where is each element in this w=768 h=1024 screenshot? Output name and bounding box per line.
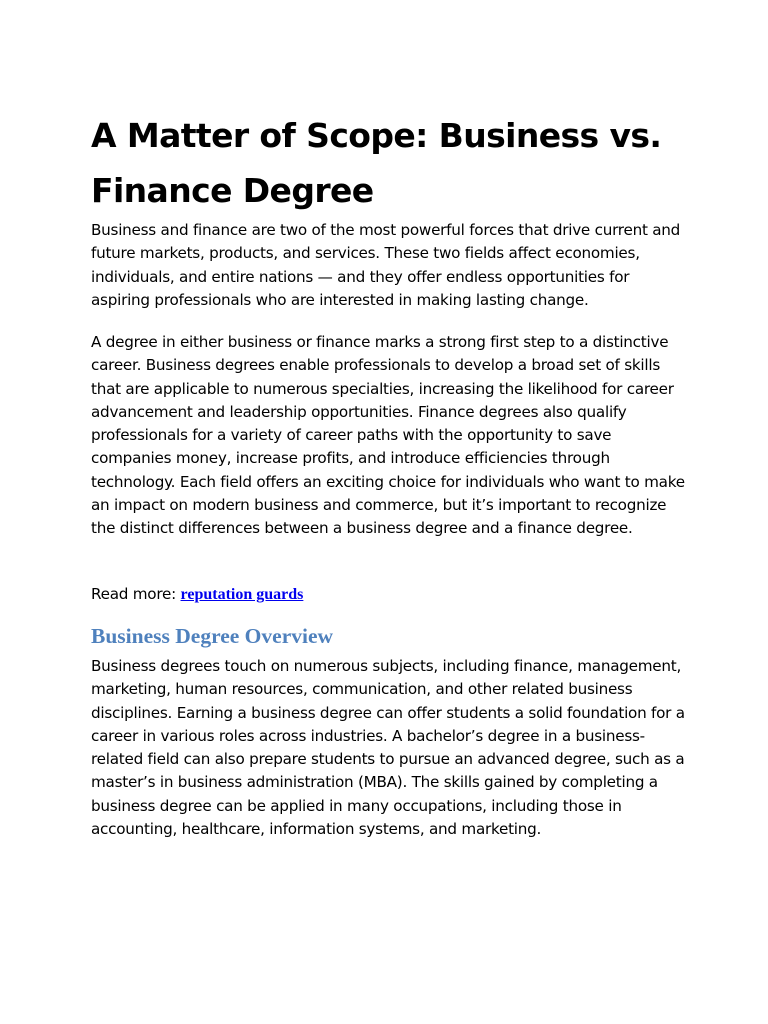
read-more-line: [91, 583, 691, 606]
reputation-guards-link[interactable]: reputation guards: [180, 586, 304, 603]
degree-paragraph: A degree in either business or finance marks a strong first step to a distinctive career. Business degrees enable professionals to develop a broad set of skills that are applicable to numerous specialties, increasing the likelihood for career advancement and leadership opportunities. Finance degrees also qualify professionals for a variety of career paths with the opportunity to save companies money, increase profits, and introduce efficiencies through technology. Each field offers an exciting choice for individuals who want to make an impact on modern business and commerce, but it’s important to recognize the distinct differences between a business degree and a finance degree.: [91, 333, 685, 538]
overview-paragraph: Business degrees touch on numerous subjects, including finance, management, marketing, human resources, communication, and other related business disciplines. Earning a business degree can offer students a solid foundation for a career in various roles across industries. A bachelor’s degree in a business-related field can also prepare students to pursue an advanced degree, such as a master’s in business administration (MBA). The skills gained by completing a business degree can be applied in many occupations, including those in accounting, healthcare, information systems, and marketing.: [91, 657, 685, 839]
read-more-prefix: Read more:: [91, 585, 181, 603]
intro-paragraph: Business and finance are two of the most powerful forces that drive current and future markets, products, and services. These two fields affect economies, individuals, and entire nations — and they offer endless opportunities for aspiring professionals who are interested in making lasting change.: [91, 221, 681, 309]
section-heading: Business Degree Overview: [91, 624, 334, 648]
article-title: A Matter of Scope: Business vs. Finance Degree: [91, 116, 662, 210]
